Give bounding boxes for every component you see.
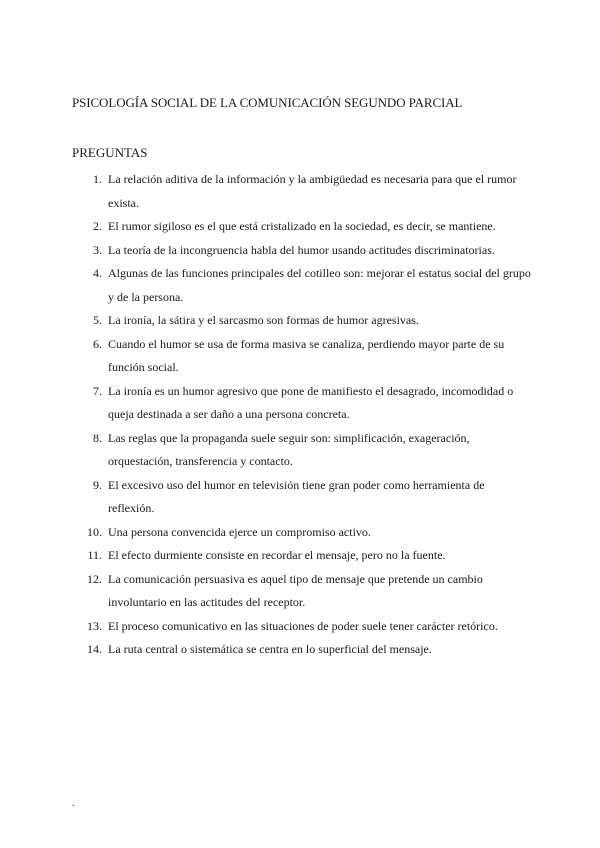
question-text: El rumor sigiloso es el que está cristalizado en la sociedad, es decir, se mantiene. <box>108 219 496 233</box>
question-item <box>72 427 532 474</box>
question-item <box>72 380 532 427</box>
question-text: Cuando el humor se usa de forma masiva se canaliza, perdiendo mayor parte de su función social. <box>108 336 505 374</box>
question-text: La comunicación persuasiva es aquel tipo de mensaje que pretende un cambio involuntario en las actitudes del receptor. <box>108 571 483 609</box>
question-text: Una persona convencida ejerce un compromiso activo. <box>108 524 371 539</box>
question-number: 10. <box>87 524 102 539</box>
question-item <box>72 474 532 521</box>
question-text: El efecto durmiente consiste en recordar el mensaje, pero no la fuente. <box>108 548 446 562</box>
question-item <box>72 544 532 568</box>
footer-mark: . <box>72 798 75 809</box>
question-number: 11. <box>87 548 102 562</box>
question-item <box>72 239 532 263</box>
question-item <box>72 262 532 309</box>
question-number: 12. <box>87 571 102 586</box>
question-number: 14. <box>87 642 102 656</box>
question-number: 5. <box>93 313 102 327</box>
question-item <box>72 521 532 545</box>
question-item <box>72 215 532 239</box>
question-text: La ironía es un humor agresivo que pone de manifiesto el desagrado, incomodidad o queja destinada a ser daño a una persona concreta. <box>108 383 514 421</box>
question-text: El proceso comunicativo en las situaciones de poder suele tener carácter retórico. <box>108 618 498 633</box>
question-number: 13. <box>87 618 102 633</box>
question-text: La relación aditiva de la información y la ambigüedad es necesaria para que el rumor exista. <box>108 172 517 210</box>
question-number: 6. <box>93 336 102 351</box>
question-text: El excesivo uso del humor en televisión tiene gran poder como herramienta de reflexión. <box>108 477 485 515</box>
question-list <box>72 168 532 662</box>
document-title: PSICOLOGÍA SOCIAL DE LA COMUNICACIÓN SEGUNDO PARCIAL <box>72 95 463 110</box>
question-text: Las reglas que la propaganda suele seguir son: simplificación, exageración, orquestación, transferencia y contacto. <box>108 430 470 468</box>
question-number: 3. <box>93 242 102 257</box>
question-number: 2. <box>93 219 102 233</box>
question-item <box>72 333 532 380</box>
question-text: La ruta central o sistemática se centra en lo superficial del mensaje. <box>108 642 432 656</box>
question-item <box>72 309 532 333</box>
question-number: 1. <box>93 172 102 186</box>
question-number: 8. <box>93 430 102 445</box>
question-item <box>72 568 532 615</box>
question-text: Algunas de las funciones principales del cotilleo son: mejorar el estatus social del grupo y de la persona. <box>108 266 531 304</box>
question-item <box>72 638 532 662</box>
question-number: 7. <box>93 383 102 398</box>
section-heading: PREGUNTAS <box>72 145 148 160</box>
question-number: 4. <box>93 266 102 280</box>
question-item <box>72 615 532 639</box>
question-text: La ironía, la sátira y el sarcasmo son formas de humor agresivas. <box>108 313 419 327</box>
question-number: 9. <box>93 477 102 492</box>
question-item <box>72 168 532 215</box>
question-text: La teoría de la incongruencia habla del humor usando actitudes discriminatorias. <box>108 242 495 257</box>
